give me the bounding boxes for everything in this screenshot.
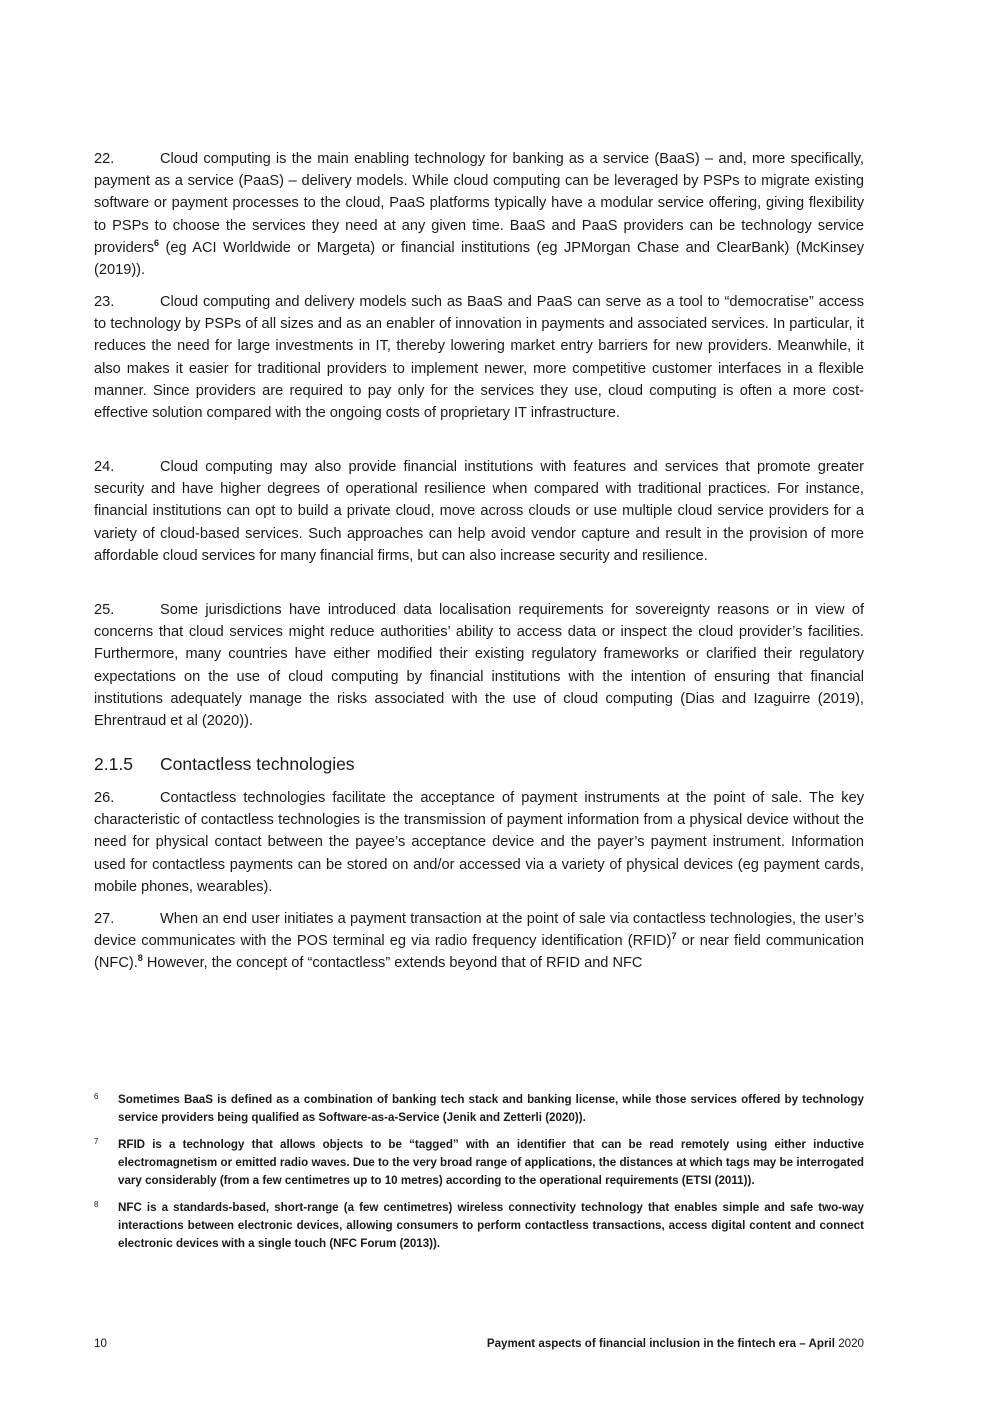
paragraph-number: 27.: [94, 911, 115, 927]
paragraph-number: 23.: [94, 294, 115, 310]
paragraph-25: [94, 599, 864, 732]
paragraph-23: [94, 291, 864, 424]
section-title: Contactless technologies: [160, 754, 355, 774]
page-number: 10: [94, 1337, 107, 1350]
footnote-text: Sometimes BaaS is defined as a combination of banking tech stack and banking license, while those services offered by technology service providers being qualified as Software-as-a-Service (Jenik and Zetterli (2020)).: [118, 1093, 864, 1124]
paragraph-text: Cloud computing is the main enabling technology for banking as a service (BaaS) – and, more specifically, payment as a service (PaaS) – delivery models. While cloud computing can be leveraged by PSPs to migrate existing software or payment processes to the cloud, PaaS platforms typically have a modular service offering, giving flexibility to PSPs to choose the services they need at any given time. BaaS and PaaS providers can be technology service providers: [94, 151, 864, 256]
paragraph-number: 25.: [94, 602, 115, 618]
footnote-mark: 6: [94, 1092, 99, 1101]
paragraph-text: When an end user initiates a payment transaction at the point of sale via contactless technologies, the user’s device communicates with the POS terminal eg via radio frequency identification (RFID): [94, 911, 864, 950]
paragraph-22: [94, 148, 864, 281]
paragraph-number: 22.: [94, 151, 115, 167]
footnote-mark: 8: [94, 1200, 99, 1209]
footnote-ref-6[interactable]: 6: [154, 237, 160, 248]
document-page: [94, 0, 864, 1403]
paragraph-text: or near field communication (NFC).: [94, 933, 865, 972]
footnote-6: [94, 1091, 864, 1127]
paragraph-24: [94, 456, 864, 567]
footnote-ref-7[interactable]: 7: [671, 931, 677, 942]
running-footer: [487, 1337, 864, 1350]
paragraph-text: Cloud computing and delivery models such as BaaS and PaaS can serve as a tool to “democratise” access to technology by PSPs of all sizes and as an enabler of innovation in payments and associated services. In particular, it reduces the need for large investments in IT, thereby lowering market entry barriers for new providers. Meanwhile, it also makes it easier for traditional providers to implement newer, more competitive customer interfaces in a flexible manner. Since providers are required to pay only for the services they use, cloud computing is often a more cost-effective solution compared with the ongoing costs of proprietary IT infrastructure.: [94, 294, 864, 422]
paragraph-text: Cloud computing may also provide financial institutions with features and services that promote greater security and have higher degrees of operational resilience when compared with traditional practices. For instance, financial institutions can opt to build a private cloud, move across clouds or use multiple cloud service providers for a variety of cloud-based services. Such approaches can help avoid vendor capture and result in the provision of more affordable cloud services for many financial firms, but can also increase security and resilience.: [94, 459, 864, 564]
paragraph-text: Some jurisdictions have introduced data localisation requirements for sovereignty reasons or in view of concerns that cloud services might reduce authorities’ ability to access data or inspect the cloud provider’s facilities. Furthermore, many countries have either modified their existing regulatory frameworks or clarified their regulatory expectations on the use of cloud computing by financial institutions with the intention of ensuring that financial institutions adequately manage the risks associated with the use of cloud computing (Dias and Izaguirre (2019), Ehrentraud et al (2020)).: [94, 602, 864, 730]
footnote-8: [94, 1199, 864, 1253]
paragraph-26: [94, 787, 864, 898]
footnote-ref-8[interactable]: 8: [137, 953, 143, 964]
paragraph-text: However, the concept of “contactless” extends beyond that of RFID and NFC: [142, 955, 643, 972]
paragraph-number: 24.: [94, 459, 115, 475]
footnote-7: [94, 1136, 864, 1190]
paragraph-number: 26.: [94, 790, 115, 806]
publication-year: 2020: [838, 1337, 864, 1350]
footnote-text: NFC is a standards-based, short-range (a few centimetres) wireless connectivity technology that enables simple and safe two-way interactions between electronic devices, allowing consumers to perform contactless transactions, access digital content and connect electronic devices with a single touch (NFC Forum (2013)).: [118, 1201, 864, 1250]
footnote-mark: 7: [94, 1137, 99, 1146]
footnote-text: RFID is a technology that allows objects to be “tagged” with an identifier that can be read remotely using either inductive electromagnetism or emitted radio waves. Due to the very broad range of applications, the distances at which tags may be interrogated vary considerably (from a few centimetres up to 10 metres) according to the operational requirements (ETSI (2011)).: [118, 1138, 864, 1187]
section-number: 2.1.5: [94, 754, 133, 774]
paragraph-text: Contactless technologies facilitate the acceptance of payment instruments at the point of sale. The key characteristic of contactless technologies is the transmission of payment information from a physical device without the need for physical contact between the payee’s acceptance device and the payer’s payment instrument. Information used for contactless payments can be stored on and/or accessed via a variety of physical devices (eg payment cards, mobile phones, wearables).: [94, 790, 864, 895]
publication-title: Payment aspects of financial inclusion in the fintech era – April: [486, 1337, 835, 1350]
paragraph-27: [94, 908, 864, 975]
section-heading: [94, 752, 355, 776]
paragraph-text: (eg ACI Worldwide or Margeta) or financial institutions (eg JPMorgan Chase and ClearBank) (McKinsey (2019)).: [94, 239, 864, 279]
